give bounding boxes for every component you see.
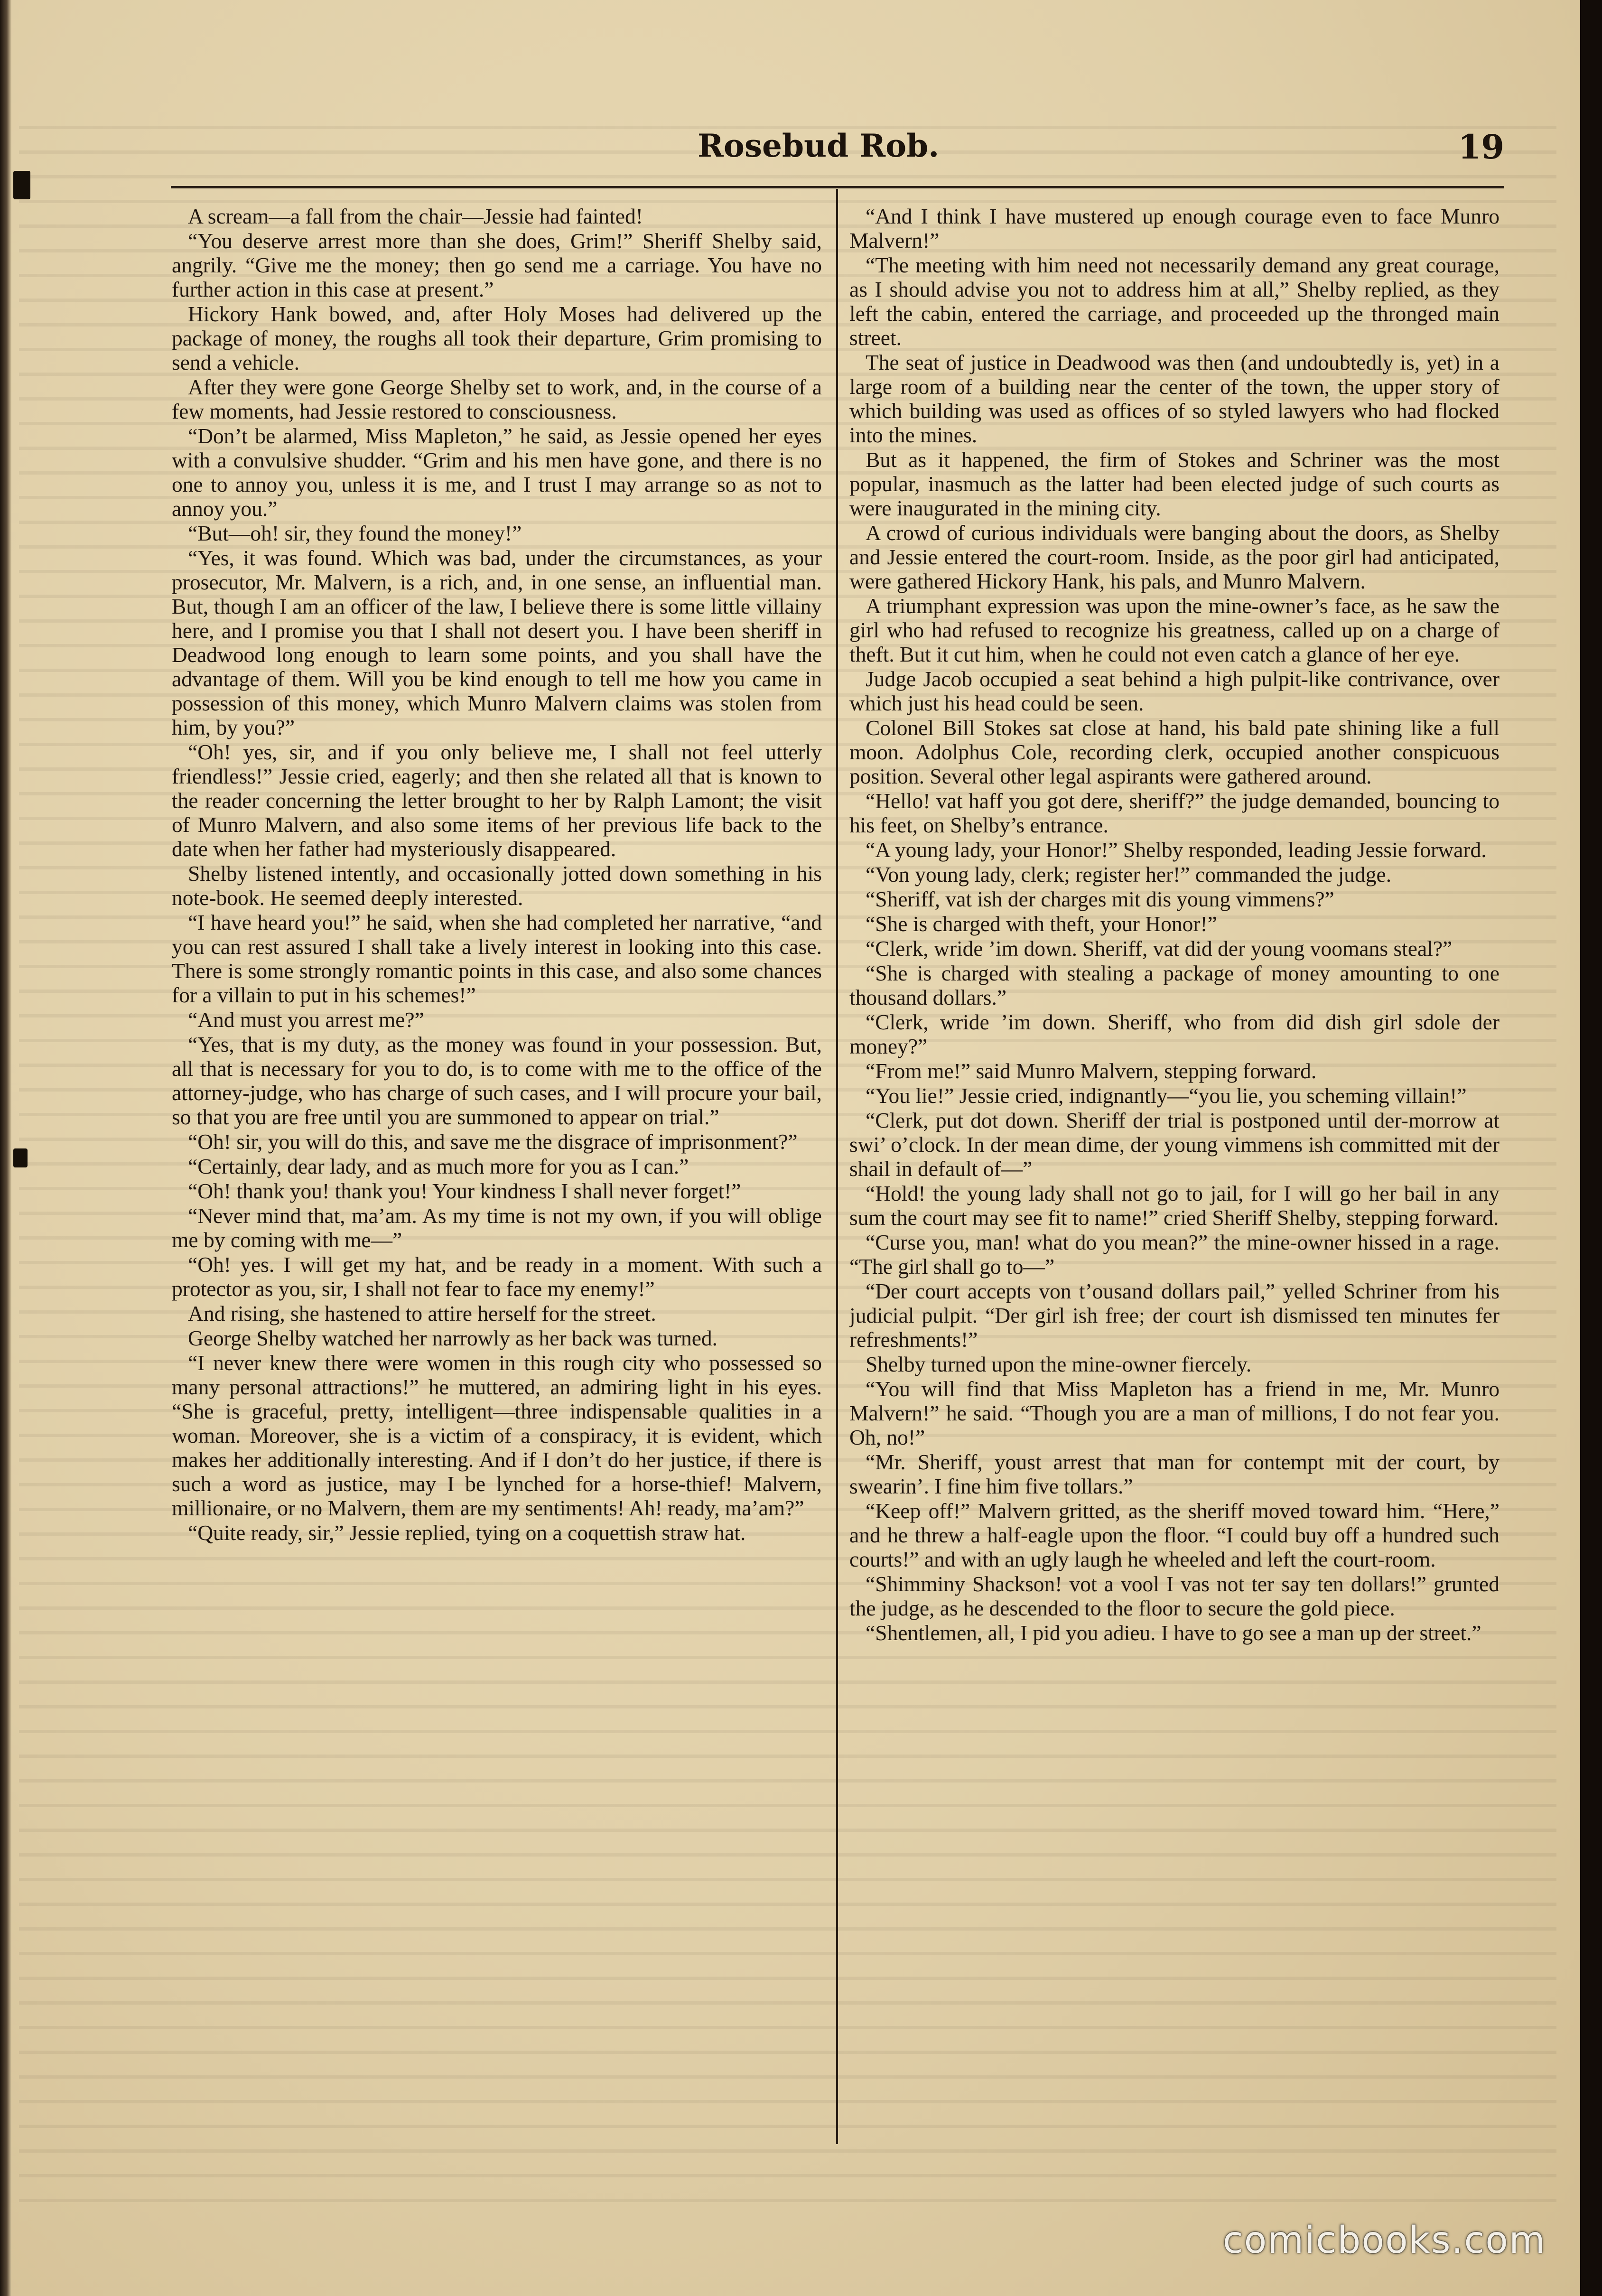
paragraph: “She is charged with stealing a package of money amounting to one thousand dollars.”	[849, 961, 1500, 1009]
paragraph: “Hold! the young lady shall not go to jail, for I will go her bail in any sum the court may see fit to name!” cried Sheriff Shelby, stepping forward.	[849, 1181, 1500, 1230]
page-binding-edge	[0, 0, 11, 2296]
paragraph: “Keep off!” Malvern gritted, as the sheriff moved toward him. “Here,” and he threw a half-eagle upon the floor. “I could buy off a hundred such courts!” and with an ugly laugh he wheeled and left the court-room.	[849, 1499, 1500, 1571]
scan-shadow-edge	[1580, 0, 1602, 2296]
paragraph: “Shimminy Shackson! vot a vool I vas not ter say ten dollars!” grunted the judge, as he descended to the floor to secure the gold piece.	[849, 1572, 1500, 1620]
binding-staple-mark	[13, 171, 30, 199]
site-watermark: comicbooks.com	[1222, 2219, 1546, 2262]
paragraph: “Never mind that, ma’am. As my time is not my own, if you will oblige me by coming with me—”	[172, 1204, 822, 1252]
paragraph: “Curse you, man! what do you mean?” the mine-owner hissed in a rage. “The girl shall go to—”	[849, 1230, 1500, 1279]
paragraph: After they were gone George Shelby set to work, and, in the course of a few moments, had Jessie restored to consciousness.	[172, 375, 822, 423]
paragraph: “I have heard you!” he said, when she had completed her narrative, “and you can rest assured I shall take a lively interest in looking into this case. There is some strongly romantic points in this case, and also some chances for a villain to put in his schemes!”	[172, 910, 822, 1007]
paragraph: “Clerk, put dot down. Sheriff der trial is postponed until der-morrow at swi’ o’clock. In der mean dime, der young vimmens ish committed mit der shail in default of—”	[849, 1108, 1500, 1181]
paragraph: “I never knew there were women in this rough city who possessed so many personal attractions!” he muttered, an admiring light in his eyes. “She is graceful, pretty, intelligent—three indispensable qualities in a woman. Moreover, she is a victim of a conspiracy, it is evident, which makes her additionally interesting. And if I don’t do her justice, if there is such a word as justice, may I be lynched for a horse-thief! Malvern, millionaire, or no Malvern, them are my sentiments! Ah! ready, ma’am?”	[172, 1351, 822, 1520]
paragraph: A scream—a fall from the chair—Jessie had fainted!	[188, 204, 643, 228]
paragraph: But as it happened, the firm of Stokes and Schriner was the most popular, inasmuch as the latter had been elected judge of such courts as were inaugurated in the mining city.	[849, 448, 1500, 520]
paragraph: “She is charged with theft, your Honor!”	[866, 912, 1217, 936]
page-header	[171, 127, 1504, 175]
paragraph: A triumphant expression was upon the mine-owner’s face, as he saw the girl who had refused to recognize his greatness, called up on a charge of theft. But it cut him, when he could not even catch a glance of her eye.	[849, 594, 1500, 666]
left-text-column	[172, 204, 822, 2183]
running-title: Rosebud Rob.	[698, 127, 940, 164]
paragraph: “You deserve arrest more than she does, Grim!” Sheriff Shelby said, angrily. “Give me the money; then go send me a carriage. You have no further action in this case at present.”	[172, 229, 822, 301]
paragraph: “Oh! thank you! thank you! Your kindness I shall never forget!”	[188, 1179, 741, 1203]
paragraph: George Shelby watched her narrowly as her back was turned.	[188, 1326, 718, 1350]
paragraph: “Shentlemen, all, I pid you adieu. I have to go see a man up der street.”	[866, 1621, 1481, 1645]
paragraph: “You will find that Miss Mapleton has a friend in me, Mr. Munro Malvern!” he said. “Though you are a man of millions, I do not fear you. Oh, no!”	[849, 1377, 1500, 1449]
column-divider	[836, 189, 838, 2144]
paragraph: “Der court accepts von t’ousand dollars pail,” yelled Schriner from his judicial pulpit. “Der girl ish free; der court ish dismissed ten minutes fer refreshments!”	[849, 1279, 1500, 1352]
paragraph: Hickory Hank bowed, and, after Holy Moses had delivered up the package of money, the roughs all took their departure, Grim promising to send a vehicle.	[172, 302, 822, 374]
paragraph: “Von young lady, clerk; register her!” commanded the judge.	[866, 862, 1392, 887]
paragraph: And rising, she hastened to attire herself for the street.	[188, 1301, 656, 1325]
paragraph: “Oh! yes, sir, and if you only believe me, I shall not feel utterly friendless!” Jessie cried, eagerly; and then she related all that is known to the reader concerning the letter brought to her by Ralph Lamont; the visit of Munro Malvern, and also some items of her previous life back to the date when her father had mysteriously disappeared.	[172, 740, 822, 861]
right-text-column	[849, 204, 1500, 2183]
paragraph: “You lie!” Jessie cried, indignantly—“you lie, you scheming villain!”	[866, 1083, 1467, 1108]
paragraph: “From me!” said Munro Malvern, stepping forward.	[866, 1059, 1317, 1083]
paragraph: Colonel Bill Stokes sat close at hand, his bald pate shining like a full moon. Adolphus Cole, recording clerk, occupied another conspicuous position. Several other legal aspirants were gathered around.	[849, 716, 1500, 788]
paragraph: “And I think I have mustered up enough courage even to face Munro Malvern!”	[849, 204, 1500, 252]
paragraph: “Quite ready, sir,” Jessie replied, tying on a coquettish straw hat.	[188, 1521, 746, 1545]
paragraph: “Clerk, wride ’im down. Sheriff, who from did dish girl sdole der money?”	[849, 1010, 1500, 1058]
paragraph: “Yes, it was found. Which was bad, under the circumstances, as your prosecutor, Mr. Malvern, is a rich, and, in one sense, an influential man. But, though I am an officer of the law, I believe there is some little villainy here, and I promise you that I shall not desert you. I have been sheriff in Deadwood long enough to learn some points, and you shall have the advantage of them. Will you be kind enough to tell me how you came in possession of this money, which Munro Malvern claims was stolen from him, by you?”	[172, 546, 822, 739]
paragraph: Shelby listened intently, and occasionally jotted down something in his note-book. He seemed deeply interested.	[172, 861, 822, 910]
paragraph: “Certainly, dear lady, and as much more for you as I can.”	[188, 1154, 689, 1178]
paragraph: “Yes, that is my duty, as the money was found in your possession. But, all that is necessary for you to do, is to come with me to the office of the attorney-judge, who has charge of such cases, and I will procure your bail, so that you are free until you are summoned to appear on trial.”	[172, 1032, 822, 1129]
paragraph: “Mr. Sheriff, youst arrest that man for contempt mit der court, by swearin’. I fine him five tollars.”	[849, 1450, 1500, 1498]
paragraph: “And must you arrest me?”	[188, 1008, 424, 1032]
header-rule	[171, 186, 1504, 188]
paragraph: “Oh! yes. I will get my hat, and be ready in a moment. With such a protector as you, sir, I shall not fear to face my enemy!”	[172, 1252, 822, 1301]
paragraph: The seat of justice in Deadwood was then (and undoubtedly is, yet) in a large room of a building near the center of the town, the upper story of which building was used as offices of so styled lawyers who had flocked into the mines.	[849, 350, 1500, 447]
paragraph: “Sheriff, vat ish der charges mit dis young vimmens?”	[866, 887, 1334, 911]
paragraph: “The meeting with him need not necessarily demand any great courage, as I should advise you not to address him at all,” Shelby replied, as they left the cabin, entered the carriage, and proceeded up the thronged main street.	[849, 253, 1500, 350]
paragraph: “Oh! sir, you will do this, and save me the disgrace of imprisonment?”	[188, 1129, 798, 1154]
paragraph: A crowd of curious individuals were banging about the doors, as Shelby and Jessie entered the court-room. Inside, as the poor girl had anticipated, were gathered Hickory Hank, his pals, and Munro Malvern.	[849, 521, 1500, 593]
binding-staple-mark	[13, 1148, 28, 1167]
page-number: 19	[1458, 127, 1504, 167]
paragraph: Judge Jacob occupied a seat behind a high pulpit-like contrivance, over which just his head could be seen.	[849, 667, 1500, 715]
paragraph: “A young lady, your Honor!” Shelby responded, leading Jessie forward.	[866, 838, 1487, 862]
paragraph: “Don’t be alarmed, Miss Mapleton,” he said, as Jessie opened her eyes with a convulsive shudder. “Grim and his men have gone, and there is no one to annoy you, unless it is me, and I trust I may arrange so as not to annoy you.”	[172, 424, 822, 521]
paragraph: “Clerk, wride ’im down. Sheriff, vat did der young voomans steal?”	[866, 936, 1453, 961]
paragraph: “Hello! vat haff you got dere, sheriff?” the judge demanded, bouncing to his feet, on Shelby’s entrance.	[849, 789, 1500, 837]
paragraph: Shelby turned upon the mine-owner fiercely.	[866, 1352, 1252, 1376]
paragraph: “But—oh! sir, they found the money!”	[188, 521, 522, 545]
